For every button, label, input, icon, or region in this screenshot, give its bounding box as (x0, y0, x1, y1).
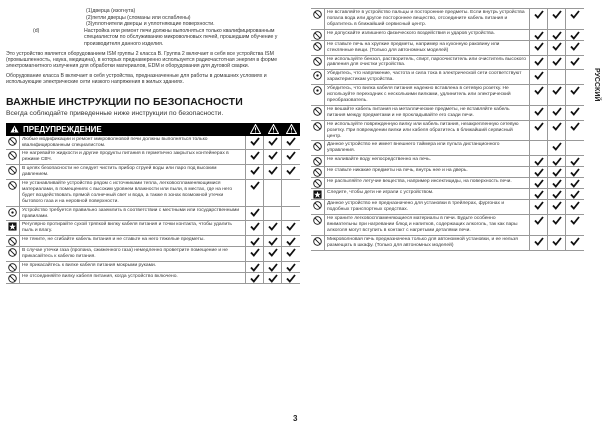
checkmark-icon (246, 273, 264, 283)
checkmark-icon (246, 262, 264, 272)
prohibited-icon (6, 273, 20, 283)
row-text: Не отсоединяйте вилку кабеля питания, когда устройство включено. (20, 273, 246, 283)
table-row (311, 215, 584, 236)
checkmark-icon (548, 167, 566, 177)
row-text: Не устанавливайте устройство рядом с источниками тепла, легковоспламеняющимися материалами, в помещениях с высоким уровнем влажности или пыли, в местах, где на него будет воздействовать прямой солнечный свет и вода, а также в зонах возможной утечки бытового газа и на неровной поверхности. (20, 180, 246, 206)
row-text: Данное устройство не имеет внешнего таймера или пульта дистанционного управления. (325, 141, 530, 155)
checkmark-icon (566, 121, 584, 141)
row-text: Не тяните, не сгибайте кабель питания и не ставьте на него тяжелые предметы. (20, 236, 246, 246)
table-row (6, 221, 300, 236)
empty-check-cell (548, 70, 566, 84)
left-column (6, 8, 306, 284)
checkmark-icon (264, 262, 282, 272)
prohibited-icon (311, 178, 325, 188)
table-row (6, 150, 300, 165)
checkmark-icon (566, 106, 584, 120)
intro-item-1: (1)дверца (изогнута) (86, 8, 136, 14)
checkmark-icon (282, 247, 300, 261)
row-text: В целях безопасности не следует чистить прибор струей воды или паро под высоким давлением. (20, 165, 246, 179)
empty-check-cell (264, 180, 282, 206)
checkmark-icon (282, 236, 300, 246)
checkmark-icon (566, 156, 584, 166)
row-text: Не допускайте излишнего физического воздействия и ударов устройства. (325, 30, 530, 40)
row-text: Любые модификации и ремонт микроволновой печи должны выполняться только квалифицированным специалистом. (20, 136, 246, 150)
table-row (311, 30, 584, 41)
table-row (311, 189, 584, 200)
checkmark-icon (530, 106, 548, 120)
empty-check-cell (264, 207, 282, 221)
checkmark-icon (530, 70, 548, 84)
checkmark-icon (530, 189, 548, 199)
checkmark-icon (566, 200, 584, 214)
table-row (6, 165, 300, 180)
table-row (6, 262, 300, 273)
prohibited-icon (311, 9, 325, 29)
checkmark-icon (548, 200, 566, 214)
section-subtitle: Всегда соблюдайте приведенные ниже инструкции по безопасности. (6, 109, 224, 117)
row-text: Не вставляйте в устройство пальцы и посторонние предметы. Если внутрь устройства попала вода или другое постороннее вещество, отсоедините кабель питания и обратитесь в ближайший сервисный центр. (325, 9, 530, 29)
checkmark-icon (548, 9, 566, 29)
checkmark-icon (566, 167, 584, 177)
table-row (311, 70, 584, 85)
checkmark-icon (246, 180, 264, 206)
checkmark-icon (264, 221, 282, 235)
checkmark-icon (264, 150, 282, 164)
checkmark-icon (566, 215, 584, 235)
row-text: Устройство требуется правильно заземлить в соответствии с местными или государственными правилами. (20, 207, 246, 221)
checkmark-icon (566, 178, 584, 188)
row-text: Не используйте бензол, растворитель, спирт, пароочиститель или очиститель высокого давления для очистки устройства. (325, 56, 530, 70)
checkmark-icon (530, 167, 548, 177)
table-row (311, 236, 584, 251)
checkmark-icon (530, 236, 548, 250)
prohibited-icon (6, 150, 20, 164)
checkmark-icon (566, 9, 584, 29)
row-text: Не распыляйте летучие вещества, например инсектициды, на поверхность печи. (325, 178, 530, 188)
checkmark-icon (246, 221, 264, 235)
prohibited-icon (311, 121, 325, 141)
checkmark-icon (246, 136, 264, 150)
checkmark-icon (264, 273, 282, 283)
table-row (311, 141, 584, 156)
table-row (311, 41, 584, 56)
ism-paragraph: Это устройство является оборудованием ISM группы 2 класса B. Группа 2 включает в себя все устройства ISM (промышленность, наука, медицина), в которых преднамеренно используется радиочастотная энергия в форме электромагнитного излучения для обработки материалов, EDM и оборудования для дуговой сварки. (6, 50, 278, 70)
table-row (6, 247, 300, 262)
checkmark-icon (566, 236, 584, 250)
checkmark-icon (530, 121, 548, 141)
checkmark-icon (548, 30, 566, 40)
empty-check-cell (282, 180, 300, 206)
checkmark-icon (282, 262, 300, 272)
prohibited-icon (6, 180, 20, 206)
prohibited-icon (311, 215, 325, 235)
table-row (311, 156, 584, 167)
checkmark-icon (530, 215, 548, 235)
checkmark-icon (530, 30, 548, 40)
required-icon (311, 85, 325, 105)
checkmark-icon (246, 207, 264, 221)
checkmark-icon (548, 56, 566, 70)
intro-d-label: (d) (33, 27, 40, 34)
checkmark-icon (530, 178, 548, 188)
intro-item-2: (2)петли дверцы (сломаны или ослаблены) (86, 14, 191, 21)
row-text: Не нагревайте жидкости и другие продукты питания в герметично закрытых контейнерах в режиме СВЧ. (20, 150, 246, 164)
table-row (6, 136, 300, 151)
warning-title (6, 125, 246, 134)
right-column (311, 8, 584, 251)
row-text: Следите, чтобы дети не играли с устройством. (325, 189, 530, 199)
warning-header-label: ПРЕДУПРЕЖДЕНИЕ (23, 124, 102, 134)
checkmark-icon (548, 178, 566, 188)
row-text: Не ставьте печь на хрупкие предметы, например на кухонную раковину или стеклянные вещи. (Только для автономных моделей) (325, 41, 530, 55)
table-row (311, 106, 584, 121)
table-row (6, 207, 300, 222)
prohibited-icon (6, 165, 20, 179)
checkmark-icon (548, 215, 566, 235)
table-row (311, 56, 584, 71)
row-text: Регулярно протирайте сухой тряпкой вилку кабеля питания и точки контакта, чтобы удалить пыль и влагу. (20, 221, 246, 235)
checkmark-icon (530, 9, 548, 29)
header-warning-icon-1 (246, 124, 264, 134)
prohibited-icon (311, 41, 325, 55)
class-b-paragraph: Оборудование класса B включает в себя устройства, предназначенные для работы в домашних условиях и использующие электрические сети низкого напряжения в жилых зданиях. (6, 72, 267, 86)
prohibited-icon (311, 141, 325, 155)
prohibited-icon (311, 200, 325, 214)
intro-d-text: Настройка или ремонт печи должны выполняться только квалифицированным специалистом по обслуживанию микроволновых печей, прошедшим обучение у производителя данного изделия. (84, 27, 278, 47)
checkmark-icon (264, 136, 282, 150)
header-warning-icon-2 (264, 124, 282, 134)
empty-check-cell (566, 141, 584, 155)
table-row (311, 85, 584, 106)
checkmark-icon (566, 189, 584, 199)
checkmark-icon (548, 141, 566, 155)
caution-star-icon (6, 221, 20, 235)
warning-triangle-icon (10, 125, 19, 133)
checkmark-icon (282, 273, 300, 283)
row-text: Данное устройство не предназначено для установки в трейлерах, фургонах и подобных транспортных средствах. (325, 200, 530, 214)
checkmark-icon (548, 189, 566, 199)
checkmark-icon (246, 236, 264, 246)
intro-item-d (6, 28, 306, 48)
prohibited-icon (311, 167, 325, 177)
checkmark-icon (566, 30, 584, 40)
checkmark-icon (566, 41, 584, 55)
checkmark-icon (282, 165, 300, 179)
checkmark-icon (548, 41, 566, 55)
prohibited-icon (6, 236, 20, 246)
prohibited-icon (6, 247, 20, 261)
intro-item-3: (3)уплотнители дверцы и уплотняющие поверхности. (86, 21, 215, 28)
prohibited-icon (311, 236, 325, 250)
checkmark-icon (530, 85, 548, 105)
row-text: Не прикасайтесь к вилке кабеля питания мокрыми руками. (20, 262, 246, 272)
checkmark-icon (548, 236, 566, 250)
row-text: Убедитесь, что вилка кабеля питания надежно вставлена в сетевую розетку. Не используйте переходник с несколькими вилками, удлинитель или электрический преобразователь. (325, 85, 530, 105)
table-row (6, 273, 300, 284)
prohibited-icon (311, 156, 325, 166)
row-text: Не используйте поврежденную вилку или кабель питания, незакрепленную сетевую розетку. При повреждении вилки или кабеля обратитесь в ближайший сервисный центр. (325, 121, 530, 141)
row-text: Убедитесь, что напряжение, частота и сила тока в электрической сети соответствуют характеристикам устройства. (325, 70, 530, 84)
checkmark-icon (548, 106, 566, 120)
table-row (311, 178, 584, 189)
row-text: Не ставьте никакие предметы на печь, внутрь нее и на дверь. (325, 167, 530, 177)
empty-check-cell (566, 70, 584, 84)
table-row (6, 180, 300, 207)
table-row (311, 167, 584, 178)
prohibited-icon (311, 56, 325, 70)
warning-table-left (6, 123, 300, 285)
checkmark-icon (246, 165, 264, 179)
section-title: ВАЖНЫЕ ИНСТРУКЦИИ ПО БЕЗОПАСНОСТИ (6, 95, 243, 108)
checkmark-icon (530, 156, 548, 166)
checkmark-icon (264, 165, 282, 179)
prohibited-icon (6, 136, 20, 150)
checkmark-icon (530, 200, 548, 214)
required-icon (311, 70, 325, 84)
row-text: Не храните легковоспламеняющиеся материалы в печи. Будьте особенно внимательны при нагревании блюд и напитков, содержащих алкоголь, так как пары алкоголя могут вступить в контакт с нагретыми деталями печи. (325, 215, 530, 235)
required-icon (6, 207, 20, 221)
row-text: Не вешайте кабель питания на металлические предметы, не вставляйте кабель питания между предметами и не прокладывайте его сзади печи. (325, 106, 530, 120)
page-number: 3 (293, 414, 298, 423)
warning-header (6, 123, 300, 136)
checkmark-icon (566, 56, 584, 70)
row-text: Не наливайте воду непосредственно на печь. (325, 156, 530, 166)
checkmark-icon (530, 41, 548, 55)
warning-rows-right (311, 9, 584, 251)
prohibited-icon (311, 30, 325, 40)
prohibited-icon (6, 262, 20, 272)
checkmark-icon (548, 85, 566, 105)
checkmark-icon (282, 150, 300, 164)
row-text: Микроволновая печь предназначена только для автономной установки, и ее нельзя размещать в шкафу. (Только для автономных моделей) (325, 236, 530, 250)
checkmark-icon (566, 85, 584, 105)
table-row (6, 236, 300, 247)
checkmark-icon (264, 247, 282, 261)
checkmark-icon (246, 150, 264, 164)
language-side-tab (589, 68, 601, 138)
row-text: В случае утечки газа (пропана, сжиженного газа) немедленно проветрите помещение и не прикасайтесь к кабелю питания. (20, 247, 246, 261)
checkmark-icon (282, 221, 300, 235)
caution-star-icon (311, 189, 325, 199)
table-row (311, 121, 584, 142)
table-row (311, 200, 584, 215)
warning-rows-left (6, 136, 300, 285)
empty-check-cell (530, 141, 548, 155)
checkmark-icon (246, 247, 264, 261)
checkmark-icon (530, 56, 548, 70)
table-row (311, 9, 584, 30)
checkmark-icon (548, 156, 566, 166)
checkmark-icon (548, 121, 566, 141)
checkmark-icon (264, 236, 282, 246)
checkmark-icon (282, 136, 300, 150)
prohibited-icon (311, 106, 325, 120)
language-label: РУССКИЙ (593, 68, 600, 102)
header-warning-icon-3 (282, 124, 300, 134)
empty-check-cell (282, 207, 300, 221)
